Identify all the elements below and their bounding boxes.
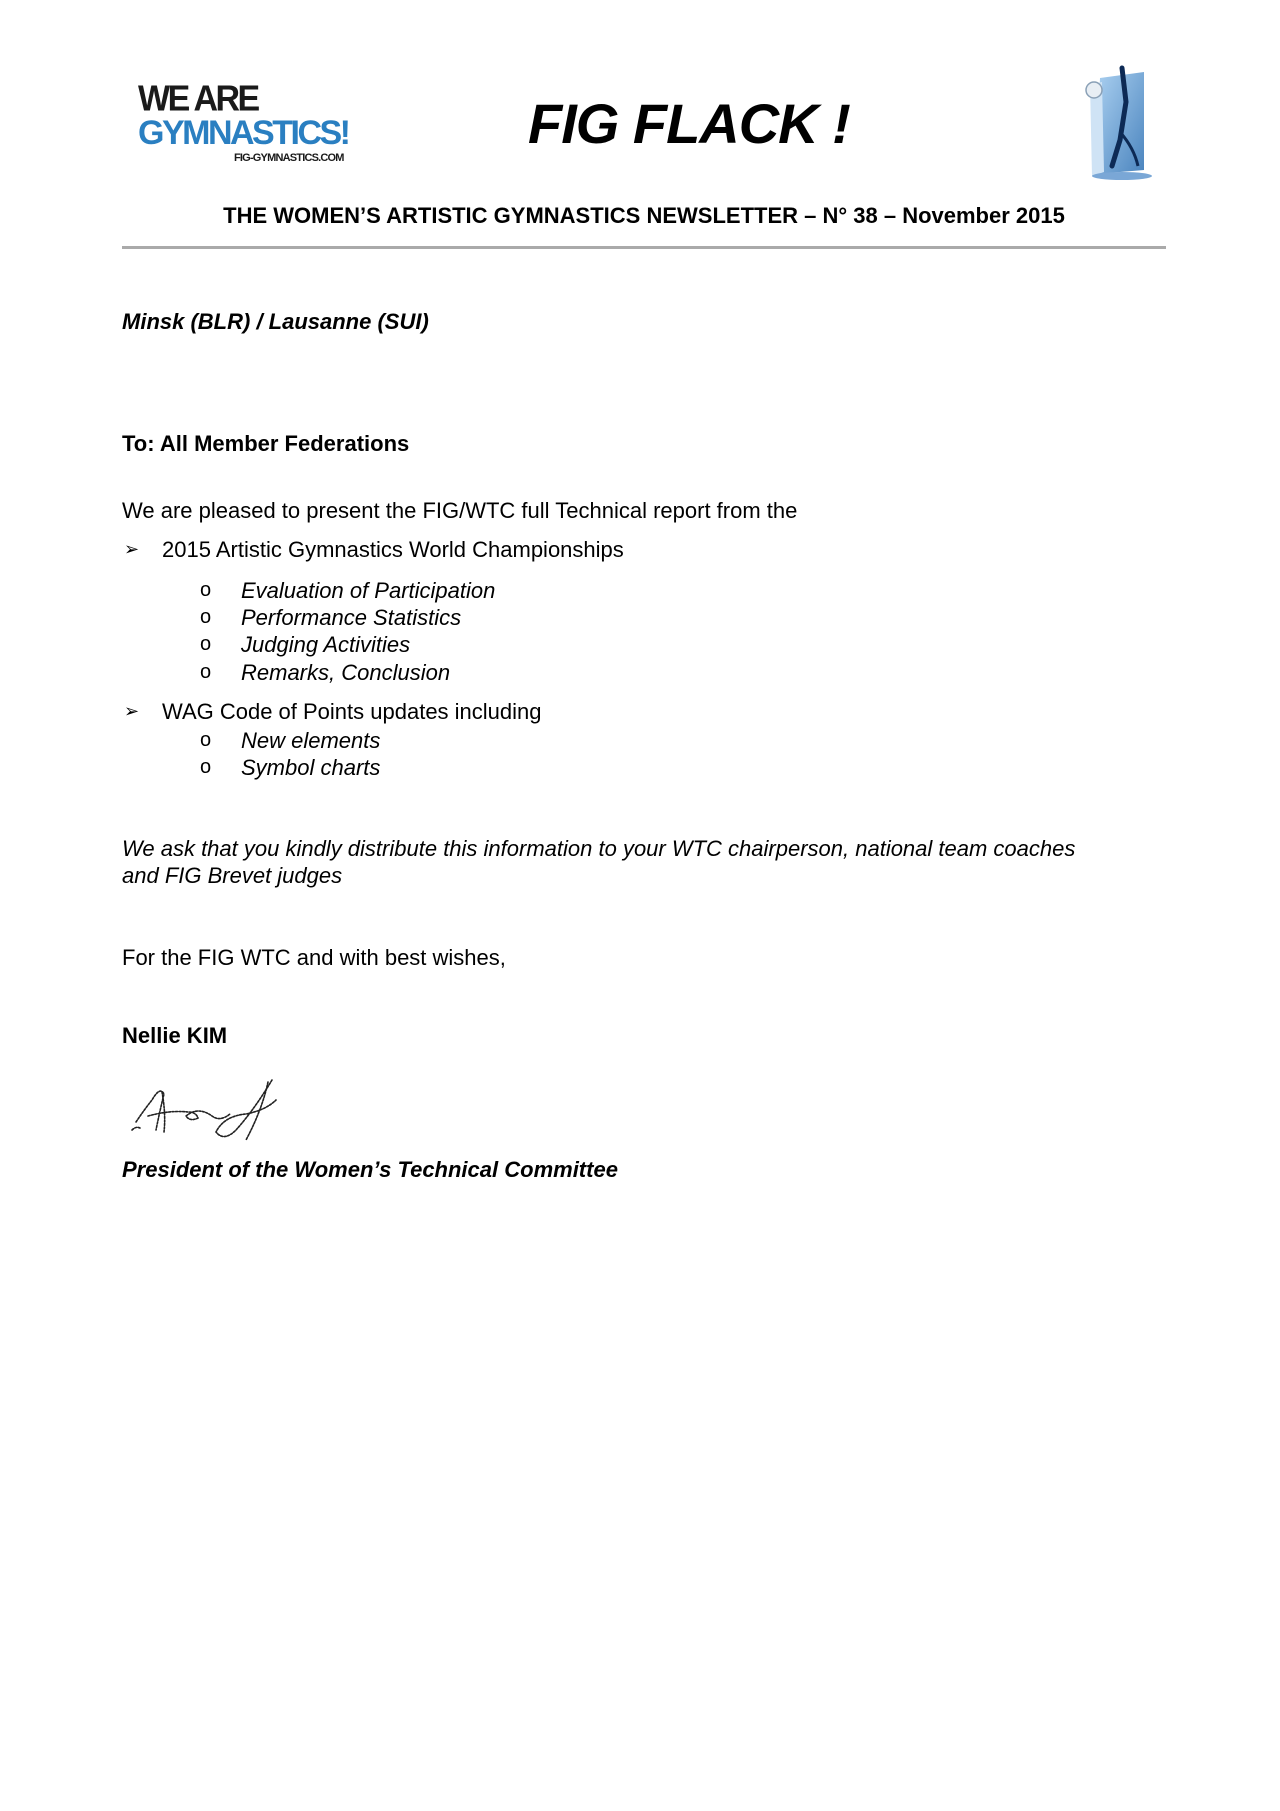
logo-line-1: WE ARE [138, 79, 258, 119]
request-paragraph-line-1: We ask that you kindly distribute this information to your WTC chairperson, national team coaches [122, 836, 1076, 861]
signer-title: President of the Women’s Technical Committee [122, 1157, 618, 1182]
sub-item: New elements [241, 728, 381, 753]
sub-item: Evaluation of Participation [241, 578, 496, 603]
header-divider [122, 246, 1166, 249]
fig-emblem-icon [1082, 62, 1154, 182]
newsletter-title: FIG FLACK ! [528, 92, 850, 155]
logo-line-2: GYMNASTICS! [138, 114, 349, 152]
sub-item: Judging Activities [241, 632, 411, 657]
arrow-bullet-icon: ➢ [124, 701, 140, 721]
bullet-item-1: 2015 Artistic Gymnastics World Championships [162, 537, 624, 562]
sub-item: Performance Statistics [241, 605, 462, 630]
logo-line-3: FIG-GYMNASTICS.COM [234, 152, 344, 164]
circle-bullet-icon: o [200, 579, 212, 601]
circle-bullet-icon: o [200, 661, 212, 683]
newsletter-subtitle: THE WOMEN’S ARTISTIC GYMNASTICS NEWSLETTER – N° 38 – November 2015 [223, 203, 1065, 228]
sub-item: Remarks, Conclusion [241, 660, 451, 685]
location-line: Minsk (BLR) / Lausanne (SUI) [122, 309, 429, 334]
closing-line: For the FIG WTC and with best wishes, [122, 945, 506, 970]
circle-bullet-icon: o [200, 756, 212, 778]
signer-name: Nellie KIM [122, 1023, 228, 1048]
intro-paragraph: We are pleased to present the FIG/WTC full Technical report from the [122, 498, 798, 523]
handwritten-signature-icon [126, 1070, 298, 1146]
request-paragraph-line-2: and FIG Brevet judges [122, 863, 343, 888]
circle-bullet-icon: o [200, 606, 212, 628]
bullet-item-2: WAG Code of Points updates including [162, 699, 542, 724]
circle-bullet-icon: o [200, 729, 212, 751]
recipient-line: To: All Member Federations [122, 431, 410, 456]
arrow-bullet-icon: ➢ [124, 539, 140, 559]
we-are-gymnastics-logo [138, 79, 349, 168]
circle-bullet-icon: o [200, 633, 212, 655]
sub-item: Symbol charts [241, 755, 381, 780]
